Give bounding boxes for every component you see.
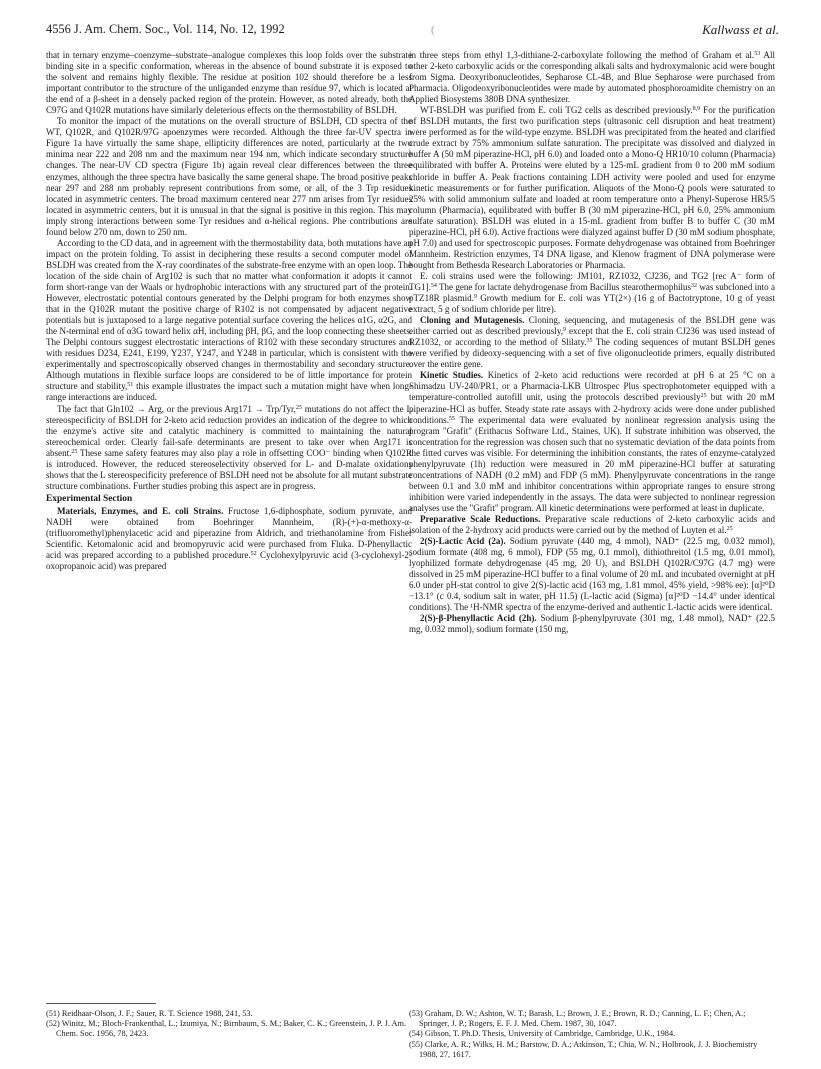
- compound-heading: 2(S)-Lactic Acid (2a).: [420, 536, 506, 547]
- paragraph: in three steps from ethyl 1,3-dithiane-2-carboxylate following the method of Graham et al.$^{53}$ All other 2-keto carboxylic acids or the corresponding alkali salts and hydroxymalonic acid were bought from Sigma. Deoxyribonucleotides, Sepharose CL-4B, and Blue Sepharose were purchased from Pharmacia. Oligodeoxyribonucleotides were made by automated phosphoroamidite chemistry on an Applied Biosystems 380B DNA synthesizer.: [409, 50, 775, 105]
- paragraph: Preparative Scale Reductions. Preparative scale reductions of 2-keto carboxylic acids and isolation of the 2-hydroxy acid products were carried out by the method of Luyten et al.$^{25}$: [409, 513, 776, 536]
- citation: 53: [754, 51, 761, 57]
- scan-mark: (: [431, 24, 435, 36]
- citation: 8,9: [692, 106, 701, 113]
- reference: (54) Gibson, T. Ph.D. Thesis, University of Cambridge, Cambridge, U.K., 1984.: [409, 1029, 676, 1039]
- reference: (53) Graham, D. W.; Ashton, W. T.; Barash, L.; Brown, J. E.; Brown, R. D.; Canning, L. F.; Chen, A.; Springer, J. P.; Rogers, E. F. J. Med. Chem. 1987, 30, 1047.: [409, 1009, 746, 1029]
- citation: 25: [700, 393, 707, 400]
- footnotes-left: [46, 1003, 412, 1040]
- citation: 9: [563, 327, 567, 334]
- paragraph: WT-BSLDH was purified from E. coli TG2 cells as described previously.$^{8,9}$ For the purification of BSLDH mutants, the first two purification steps (ultrasonic cell disruption and heat treatment) were performed as for the wild-type enzyme. BSLDH was precipitated from the heated and clarified crude extract by 75% ammonium sulfate saturation. The precipitate was dissolved and dialyzed in buffer A (50 mM piperazine-HCl, pH 6.0) and loaded onto a Mono-Q HR10/10 column (Pharmacia) equilibrated with buffer A. Proteins were eluted by a 125-mL gradient from 0 to 200 mM sodium chloride in buffer A. Peak fractions containing LDH activity were pooled and used for enzyme kinetic measurements or for further purification. Aliquots of the Mono-Q pools were saturated to 25% with solid ammonium sulfate and loaded at room temperature onto a Phenyl-Superose HR5/5 column (Pharmacia), equilibrated with buffer B (30 mM piperazine-HCl, pH 6.0, 25% ammonium sulfate saturation). BSLDH was eluted in a 15-mL gradient from buffer B to buffer C (30 mM piperazine-HCl, pH 6.0). Active fractions were dialyzed against buffer D (30 mM sodium phosphate, pH 7.0) and used for spectroscopic purposes. Formate dehydrogenase was obtained from Boehringer Mannheim. Restriction enzymes, T4 DNA ligase, and Klenow fragment of DNA polymerase were bought from Bethesda Research Laboratories or Pharmacia.: [409, 105, 775, 270]
- section-heading: Experimental Section: [46, 493, 133, 504]
- citation: 54: [430, 282, 437, 289]
- footnote-rule: [46, 1003, 156, 1004]
- running-header: [46, 22, 779, 40]
- citation: 32: [691, 282, 698, 289]
- paragraph: 2(S)-Lactic Acid (2a). Sodium pyruvate (440 mg, 4 mmol), NAD⁺ (22.5 mg, 0.032 mmol), sodium formate (408 mg, 6 mmol), FDP (55 mg, 0.1 mmol), dithiothreitol (1.5 mg, 0.01 mmol), lyophilized formate dehydrogenase (45 mg, 20 U), and BSLDH Q102R/C97G (4.7 mg) were dissolved in 25 mM piperazine-HCl buffer to a final volume of 20 mL and incubated overnight at pH 6.0 under pH-stat control to give 2(S)-lactic acid (163 mg, 1.81 mmol, 45% yield, >98% ee): [α]²⁰D −13.1° (c 0.4, sodium salt in water, pH 11.5) (L-lactic acid (Sigma) [α]²⁰D −14.4° under identical conditions). The ¹H-NMR spectra of the enzyme-derived and authentic L-lactic acids were identical.: [409, 536, 775, 613]
- paragraph: The fact that Gln102 → Arg, or the previous Arg171 → Trp/Tyr,$^{25}$ mutations do not affect the L stereospecificity of BSLDH for 2-keto acid reduction provides an indication of the degree to which the enzyme's active site and catalytic machinery is committed to maintaining the natural stereochemical order. Clearly fail-safe determinants are present to take over when Arg171 is absent.$^{25}$ These same safety features may also play a role in offsetting COO⁻ binding when Q102R is introduced. However, the reduced stereoselectivity observed for L- and D-malate oxidations shows that the L stereospecificity preference of BSLDH need not be absolute for all mutant substrate structure combinations. Further studies probing this aspect are in progress.: [46, 403, 412, 491]
- paragraph: that in ternary enzyme–coenzyme–substrate–analogue complexes this loop folds over the substrate binding site in a specific conformation, whereas in the absence of bound substrate it is exposed to the solvent and remains highly flexible. The residue at position 102 should therefore be a less important contributor to the structure of the unliganded enzyme than residue 97, which is located at the end of a β-sheet in a densely packed region of the protein. However, as noted already, both the C97G and Q102R mutations have similarly deleterious effects on the thermostability of BSLDH.: [46, 50, 412, 116]
- paragraph: Cloning and Mutagenesis. Cloning, sequencing, and mutagenesis of the BSLDH gene was either carried out as described previously,$^9$ except that the E. coli strain CJ236 was used instead of RZ1032, or according to the method of Slilaty.$^{35}$ The coding sequences of mutant BSLDH genes were verified by dideoxy-sequencing with a set of five oligonucleotide primers, equally distributed over the entire gene.: [409, 315, 776, 370]
- left-column: [46, 50, 412, 572]
- footnotes-right: [409, 1003, 775, 1060]
- citation: 25: [71, 448, 78, 455]
- paragraph: To monitor the impact of the mutations on the overall structure of BSLDH, CD spectra of the WT, Q102R, and Q102R/97G apoenzymes were recorded. Although the three far-UV spectra in Figure 1a have virtually the same shape, ellipticity differences are noted, particularly at the two minima near 222 and 208 nm and the maximum near 194 nm, which indicate secondary structure changes. The near-UV CD spectra (Figure 1b) again reveal clear differences between the three enzymes, although the three spectra have basically the same general shape. The broad positive peaks near 297 and 288 nm probably represent contributions from some, or all, of the 3 Trp residues located in asymmetric centers. The broad maximum centered near 277 nm arises from Tyr residues located in asymmetric centers, but it is unusual in that the signal is positive in this region. This may imply strong interactions between some Tyr residues and α-helical regions. Phe contributions are found below 270 nm, down to 250 nm.: [46, 116, 412, 237]
- paragraph: Materials, Enzymes, and E. coli Strains. Fructose 1,6-diphosphate, sodium pyruvate, and NADH were obtained from Boehringer Mannheim, (R)-(+)-α-methoxy-α-(trifluoromethyl)phenylacetic acid and piperazine from Aldrich, and triethanolamine from Fisher Scientific. Ketomalonic acid and bromopyruvic acid were purchased from Fluka. D-Phenyllactic acid was prepared according to a published procedure.$^{52}$ Cyclohexylpyruvic acid (3-cyclohexyl-2-oxopropanoic acid) was prepared: [46, 505, 412, 572]
- citation: 35: [586, 338, 593, 345]
- author-header: Kallwass et al.: [702, 22, 779, 37]
- subsection-heading: Preparative Scale Reductions.: [420, 513, 541, 524]
- reference: (51) Reidhaar-Olson, J. F.; Sauer, R. T. Science 1988, 241, 53.: [46, 1009, 253, 1018]
- citation: 9: [473, 294, 477, 301]
- right-column: [409, 50, 775, 635]
- citation: 51: [127, 382, 134, 389]
- subsection-heading: Cloning and Mutagenesis.: [420, 315, 525, 326]
- paragraph: According to the CD data, and in agreement with the thermostability data, both mutations have an impact on the protein folding. To assist in deciphering these results a second computer model of BSLDH was created from the X-ray coordinates of the substrate-free enzyme with an open loop. The location of the side chain of Arg102 is such that no matter what conformation it adopts it cannot form short-range van der Waals or hydrophobic interactions with any structured part of the protein. However, electrostatic potential contours generated by the Delphi program for both enzymes show that in the Q102R mutant the positive charge of R102 is not compensated by adjacent negative potentials but is juxtaposed to a large negative potential surface covering the helices α1G, α2G, and the N-terminal end of α3G toward helix αH, including βH, βG, and the loop connecting these sheets. The Delphi contours suggest electrostatic interactions of R102 with these secondary structures and with residues D234, E241, E199, Y237, Y247, and Y248 in particular, which is consistent with the experimentally and spectroscopically observed changes in thermostability and secondary structure. Although mutations in flexible surface loops are considered to be of little importance for protein structure and stability,$^{51}$ this example illustrates the impact such a mutation might have when long-range interactions are induced.: [46, 237, 412, 403]
- paragraph: E. coli strains used were the following: JM101, RZ1032, CJ236, and TG2 [rec A⁻ form of TG1].$^{54}$ The gene for lactate dehydrogenase from Bacillus stearothermophilus$^{32}$ was subcloned into a pTZ18R plasmid.$^9$ Growth medium for E. coli was YT(2×) (16 g of Bactotryptone, 10 g of yeast extract, 5 g of sodium chloride per litre).: [409, 270, 776, 315]
- citation: 55: [448, 415, 455, 422]
- paragraph: 2(S)-β-Phenyllactic Acid (2h). Sodium β-phenylpyruvate (301 mg, 1.48 mmol), NAD⁺ (22.5 mg, 0.032 mmol), sodium formate (150 mg,: [409, 613, 775, 635]
- citation: 52: [250, 551, 257, 558]
- subsection-heading: Materials, Enzymes, and E. coli Strains.: [57, 505, 224, 516]
- paragraph: Kinetic Studies. Kinetics of 2-keto acid reductions were recorded at pH 6 at 25 °C on a Shimadzu UV-240/PR1, or a Pharmacia-LKB Ultrospec Plus spectrophotometer equipped with a temperature-controlled autofill unit, using the protocols described previously$^{25}$ but with 20 mM piperazine-HCl as buffer. Steady state rate assays with 2-hydroxy acids were done under published conditions.$^{55}$ The experimental data were evaluated by nonlinear regression analysis using the program "Grafit" (Erithacus Software Ltd., Staines, UK). If substrate inhibition was observed, the concentration for the regression was chosen such that no systematic deviation of the data points from the fitted curves was visible. For determining the inhibition constants, the rates of enzyme-catalyzed phenylpyruvate (1h) reduction were measured in 20 mM piperazine-HCl buffer at saturating concentrations of NADH (0.2 mM) and FDP (5 mM). Phenylpyruvate concentrations in the range between 0.1 and 3.0 mM and inhibitor concentrations within appropriate ranges to ensure strong inhibition were varied independently in the assays. The data were subjected to nonlinear regression analyses use the "Grafit" program. All kinetic determinations were performed at least in duplicate.: [409, 370, 775, 513]
- reference: (52) Winitz, M.; Bloch-Frankenthal, L.; Izumiya, N.; Birnbaum, S. M.; Baker, C. K.; Greenstein, J. P. J. Am. Chem. Soc. 1956, 78, 2423.: [46, 1019, 407, 1039]
- citation: 25: [726, 526, 733, 533]
- reference: (55) Clarke, A. R.; Wilks, H. M.; Barstow, D. A.; Atkinson, T.; Chia, W. N.; Holbrook, J. J. Biochemistry 1988, 27, 1617.: [409, 1039, 758, 1059]
- subsection-heading: Kinetic Studies.: [420, 370, 484, 381]
- citation: 25: [295, 404, 302, 411]
- compound-heading: 2(S)-β-Phenyllactic Acid (2h).: [420, 613, 537, 624]
- journal-citation: 4556 J. Am. Chem. Soc., Vol. 114, No. 12, 1992: [46, 22, 285, 36]
